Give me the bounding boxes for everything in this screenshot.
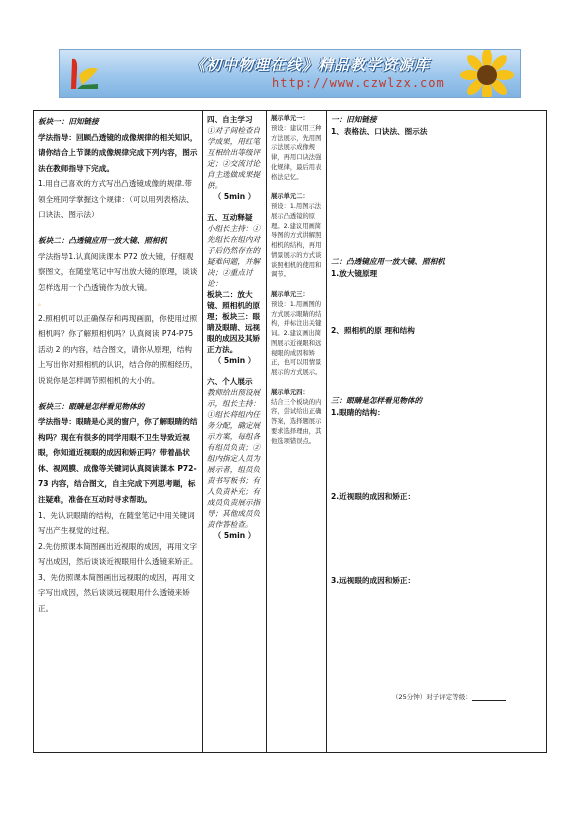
activity-column xyxy=(203,111,267,753)
unit-text: 预设：1.用图示法展示凸透镜的原理。2.建议用画简导图的方式讲解照相机的结构，再用情景展示的方式谈谈照相机的使用和调节。 xyxy=(271,203,322,279)
time-label: （ 5min ） xyxy=(213,531,256,540)
guide-text: 学法指导：回顾凸透镜的成像规律的相关知识，请你结合上节课的成像规律完成下列内容，图示法在教师指导下完成。 xyxy=(38,132,198,173)
site-banner xyxy=(59,49,521,98)
unit-text: 预设：1.用画图的方式展示眼睛的结构，并标注出关键词。2.建议画出简图展示近视眼和远视眼的成因和矫正，也可以用情景展示的方式展示。 xyxy=(271,300,322,376)
notes-item: 1.眼睛的结构： xyxy=(331,407,385,417)
step-text: 教师给出预设展示，组长主持：①组长将组内任务分配，确定展示方案，每组各有组员负责；②组内指定人员为展示者，组员负责书写板书；有人负责补充；有成员负责展示指导；其他成员负责作答检查。 xyxy=(207,388,261,529)
unit-heading: 展示单元四： xyxy=(271,388,309,396)
unit-heading: 展示单元二： xyxy=(271,193,309,201)
notes-item: 1、表格法、口诀法、图示法 xyxy=(331,127,428,137)
unit-heading: 展示单元三： xyxy=(271,291,309,298)
time-label: （ 5min ） xyxy=(213,192,256,201)
step-heading: 六、个人展示 xyxy=(207,377,253,386)
notes-item: 3.远视眼的成因和矫正： xyxy=(331,576,416,586)
step-heading: 五、互动释疑 xyxy=(207,213,253,222)
unit-heading: 展示单元一： xyxy=(271,115,309,122)
task-text: 1、先认识眼睛的结构，在随堂笔记中用关键词写出产生视觉的过程。 xyxy=(38,510,195,536)
step-heading: 四、自主学习 xyxy=(207,115,253,124)
task-text: 3、先仿照课本简图画出远视眼的成因，再用文字写出成因，然后谈谈远视眼用什么透镜来矫正。 xyxy=(38,572,195,613)
study-content-column xyxy=(34,111,203,753)
sunflower-icon xyxy=(458,49,516,98)
task-text: 1.用自己喜欢的方式写出凸透镜成像的规律.带领全班同学掌握这个规律：（可以用列表格法、口诀法、图示法） xyxy=(38,179,194,220)
banner-url[interactable]: http://www.czwlzx.com xyxy=(272,76,445,90)
presentation-column xyxy=(267,111,327,753)
logo-icon xyxy=(68,55,102,91)
bullet-mark: 。 xyxy=(38,298,46,308)
banner-title: 《初中物理在线》精品教学资源库 xyxy=(190,56,431,74)
notes-item: 2、照相机的原 理和结构 xyxy=(331,325,415,335)
section-heading: 板块三：眼睛是怎样看见物体的 xyxy=(38,401,145,411)
unit-text: 结合三个板块的内容，尝试给出正确答案，选择题展示要求选择理由，其他选项错误点。 xyxy=(271,398,322,445)
step-text: 小组长主持：①先组长在组内对子后仍然存在的疑难问题，并解决；②重点讨论： xyxy=(207,224,261,288)
guide-text: 学法指导1.认真阅读课本 P72 放大镜，仔细观察图文，在随堂笔记中写出放大镜的原理，谈谈怎样选用一个凸透镜作为放大镜。 xyxy=(38,251,198,292)
notes-column xyxy=(327,111,547,753)
time-label: （ 5min ） xyxy=(213,356,256,365)
section-heading: 板块二：凸透镜应用一放大镜、照相机 xyxy=(38,235,168,245)
step-text: ①对子间检查自学成果，用红笔互相给出等级评定；②交流讨论自主选做成果提供。 xyxy=(207,126,261,190)
section-heading: 板块一：旧知链接 xyxy=(38,117,99,126)
guide-text: 学法指导：眼睛是心灵的窗户，你了解眼睛的结构吗？现在有很多的同学用眼不卫生导致近视眼，你知道近视眼的成因和矫正吗？带着晶状体、视网膜、成像等关键词认真阅读课本 P72-73 内容，结合图文，自主完成下列思考题，标注疑难，准备在互动时寻求帮助。 xyxy=(38,417,198,504)
notes-heading: 三：眼睛是怎样看见物体的 xyxy=(331,395,423,405)
notes-heading: 二：凸透镜应用一放大镜、照相机 xyxy=(331,257,445,267)
task-text: 2.照相机可以正确保存和再现画面，你使用过照相机吗？你了解照相机吗？认真阅读 P74-P75 活动 2 的内容，结合图文，请你从原理，结构上写出你对照相机的认识，结合你的照相经历，说说你是怎样调节照相机的大小的。 xyxy=(38,313,198,385)
task-text: 2.先仿照课本简图画出近视眼的成因，再用文字写出成因，然后谈谈近视眼用什么透镜来矫正。 xyxy=(38,541,198,567)
rating-label: （25分钟）对子评定等级： xyxy=(392,693,472,701)
notes-heading: 一：旧知链接 xyxy=(331,115,377,124)
pair-rating xyxy=(392,692,506,701)
notes-item: 2.近视眼的成因和矫正： xyxy=(331,491,416,501)
step-focus-text: 板块二：放大镜、照相机的原理；板块三：眼睛及眼睛、远视眼的成因及其矫正方法。 xyxy=(207,290,261,354)
lesson-plan-table xyxy=(33,110,547,753)
rating-blank[interactable] xyxy=(472,700,506,701)
unit-text: 预设：建议用三种方法展示，先用图示法展示成像规律，再用口诀法强化规律，最后用表格法记忆。 xyxy=(271,124,322,181)
notes-item: 1.放大镜原理 xyxy=(331,269,378,279)
